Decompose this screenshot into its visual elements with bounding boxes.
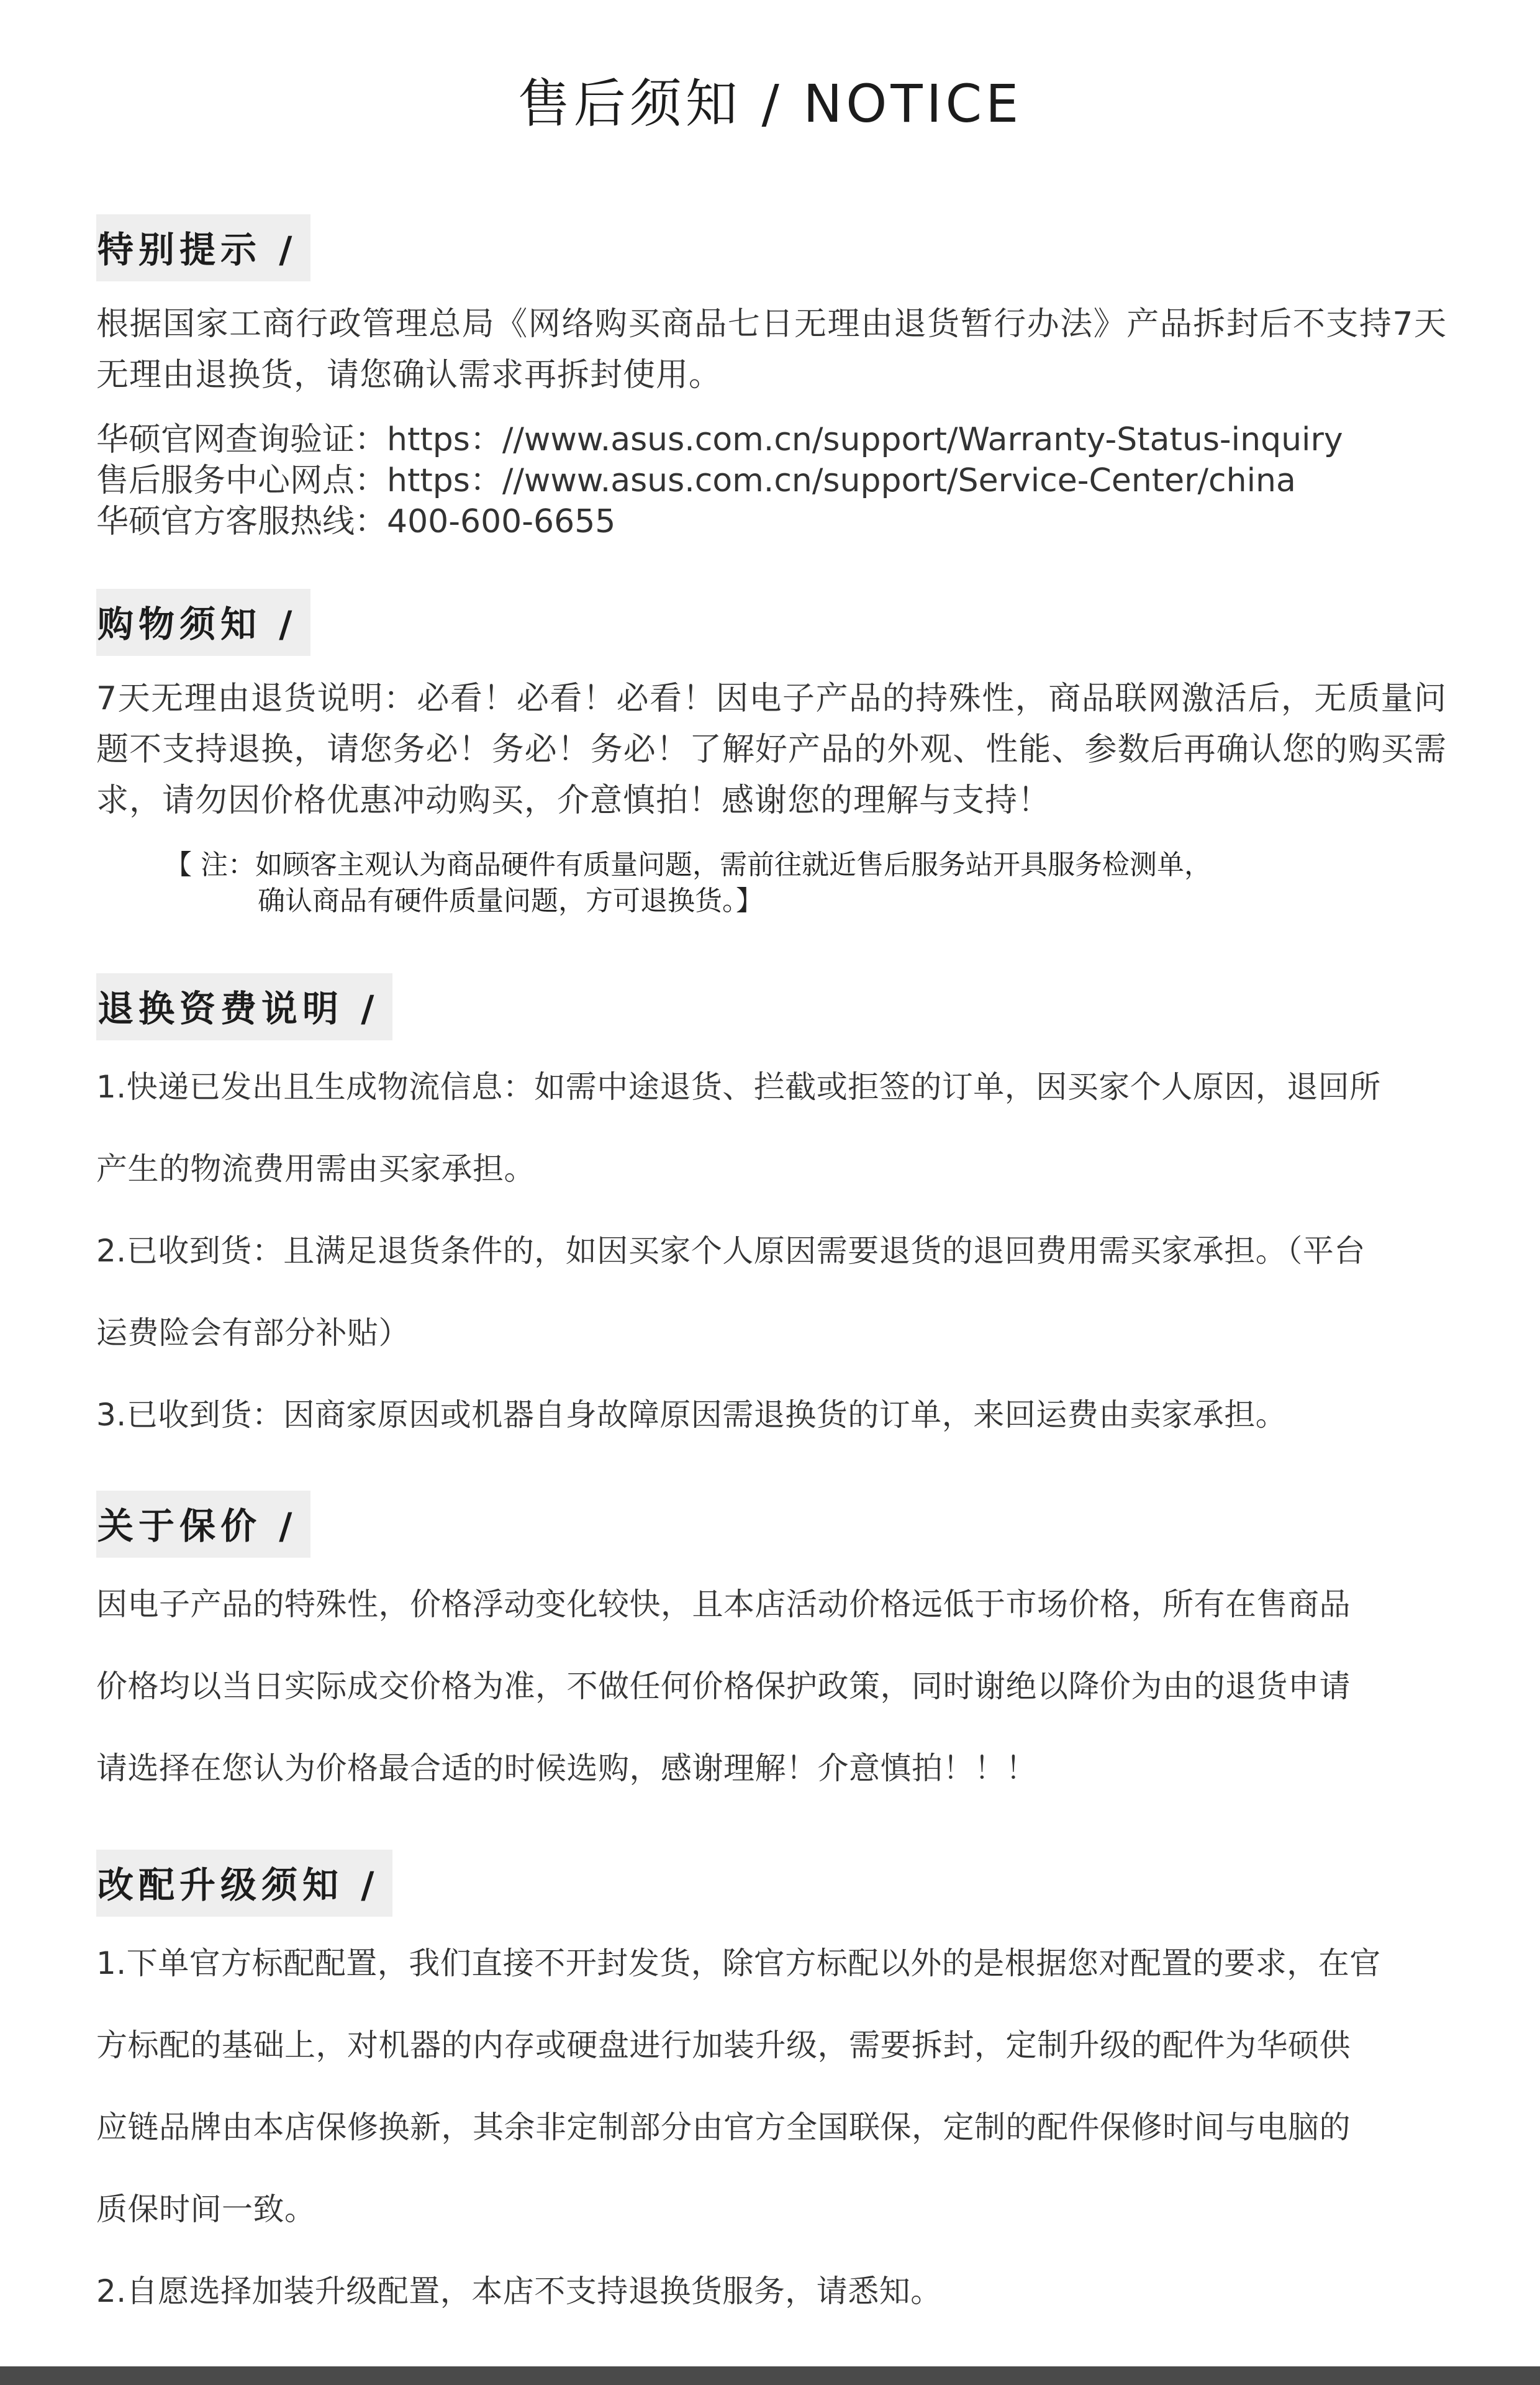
list-item: 2.已收到货：且满足退货条件的，如因买家个人原因需要退货的退回费用需买家承担。（平台 [96, 1233, 1366, 1269]
note-line-1: 【 注：如顾客主观认为商品硬件有质量问题，需前往就近售后服务站开具服务检测单， [165, 849, 1212, 881]
hotline-line: 华硕官方客服热线：400-600-6655 [96, 503, 616, 540]
list-item: 产生的物流费用需由买家承担。 [96, 1151, 535, 1187]
list-item: 2.自愿选择加装升级配置，本店不支持退换货服务，请悉知。 [96, 2273, 942, 2309]
list-item: 运费险会有部分补贴） [96, 1315, 410, 1351]
shipping-items [96, 1066, 1447, 1435]
note-line-2: 确认商品有硬件质量问题，方可退换货。】 [258, 885, 763, 917]
list-item: 1.快递已发出且生成物流信息：如需中途退货、拦截或拒签的订单，因买家个人原因，退回所 [96, 1069, 1381, 1105]
section-price-protection [96, 1491, 1447, 1789]
list-item: 质保时间一致。 [96, 2191, 316, 2227]
list-item: 3.已收到货：因商家原因或机器自身故障原因需退换货的订单，来回运费由卖家承担。 [96, 1397, 1287, 1433]
section-shipping-fees [96, 973, 1447, 1435]
section-paragraph: 根据国家工商行政管理总局《网络购买商品七日无理由退货暂行办法》产品拆封后不支持7天无理由退换货，请您确认需求再拆封使用。 [96, 306, 1447, 394]
section-heading: 改配升级须知 / [96, 1850, 392, 1917]
list-item: 价格均以当日实际成交价格为准，不做任何价格保护政策，同时谢绝以降价为由的退货申请 [96, 1668, 1351, 1704]
section-heading: 关于保价 / [96, 1491, 310, 1558]
support-links [96, 419, 1447, 542]
list-item: 请选择在您认为价格最合适的时候选购，感谢理解！介意慎拍！！！ [96, 1750, 1037, 1786]
section-special [96, 214, 1447, 542]
warranty-link-line: 华硕官网查询验证：https：//www.asus.com.cn/support/Warranty-Status-inquiry [96, 421, 1343, 458]
list-item: 因电子产品的特殊性，价格浮动变化较快，且本店活动价格远低于市场价格，所有在售商品 [96, 1586, 1351, 1622]
section-heading: 退换资费说明 / [96, 973, 392, 1040]
section-heading: 购物须知 / [96, 589, 310, 656]
bottom-divider-bar [0, 2366, 1540, 2385]
section-paragraph: 7天无理由退货说明：必看！必看！必看！因电子产品的持殊性，商品联网激活后，无质量问题不支持退换，请您务必！务必！务必！了解好产品的外观、性能、参数后再确认您的购买需求，请勿因价格优惠冲动购买，介意慎拍！感谢您的理解与支持！ [96, 680, 1447, 819]
upgrade-items [96, 1943, 1447, 2312]
list-item: 应链品牌由本店保修换新，其余非定制部分由官方全国联保，定制的配件保修时间与电脑的 [96, 2109, 1351, 2145]
page-title: 售后须知 / NOTICE [517, 73, 1023, 134]
section-shopping [96, 589, 1447, 919]
note-block [96, 847, 1447, 919]
list-item: 1.下单官方标配配置，我们直接不开封发货，除官方标配以外的是根据您对配置的要求，在官 [96, 1945, 1381, 1981]
section-upgrade [96, 1850, 1447, 2312]
price-items [96, 1584, 1447, 1789]
service-center-link-line: 售后服务中心网点：https：//www.asus.com.cn/support/Service-Center/china [96, 462, 1296, 499]
list-item: 方标配的基础上，对机器的内存或硬盘进行加装升级，需要拆封，定制升级的配件为华硕供 [96, 2027, 1351, 2063]
section-heading: 特别提示 / [96, 214, 310, 281]
